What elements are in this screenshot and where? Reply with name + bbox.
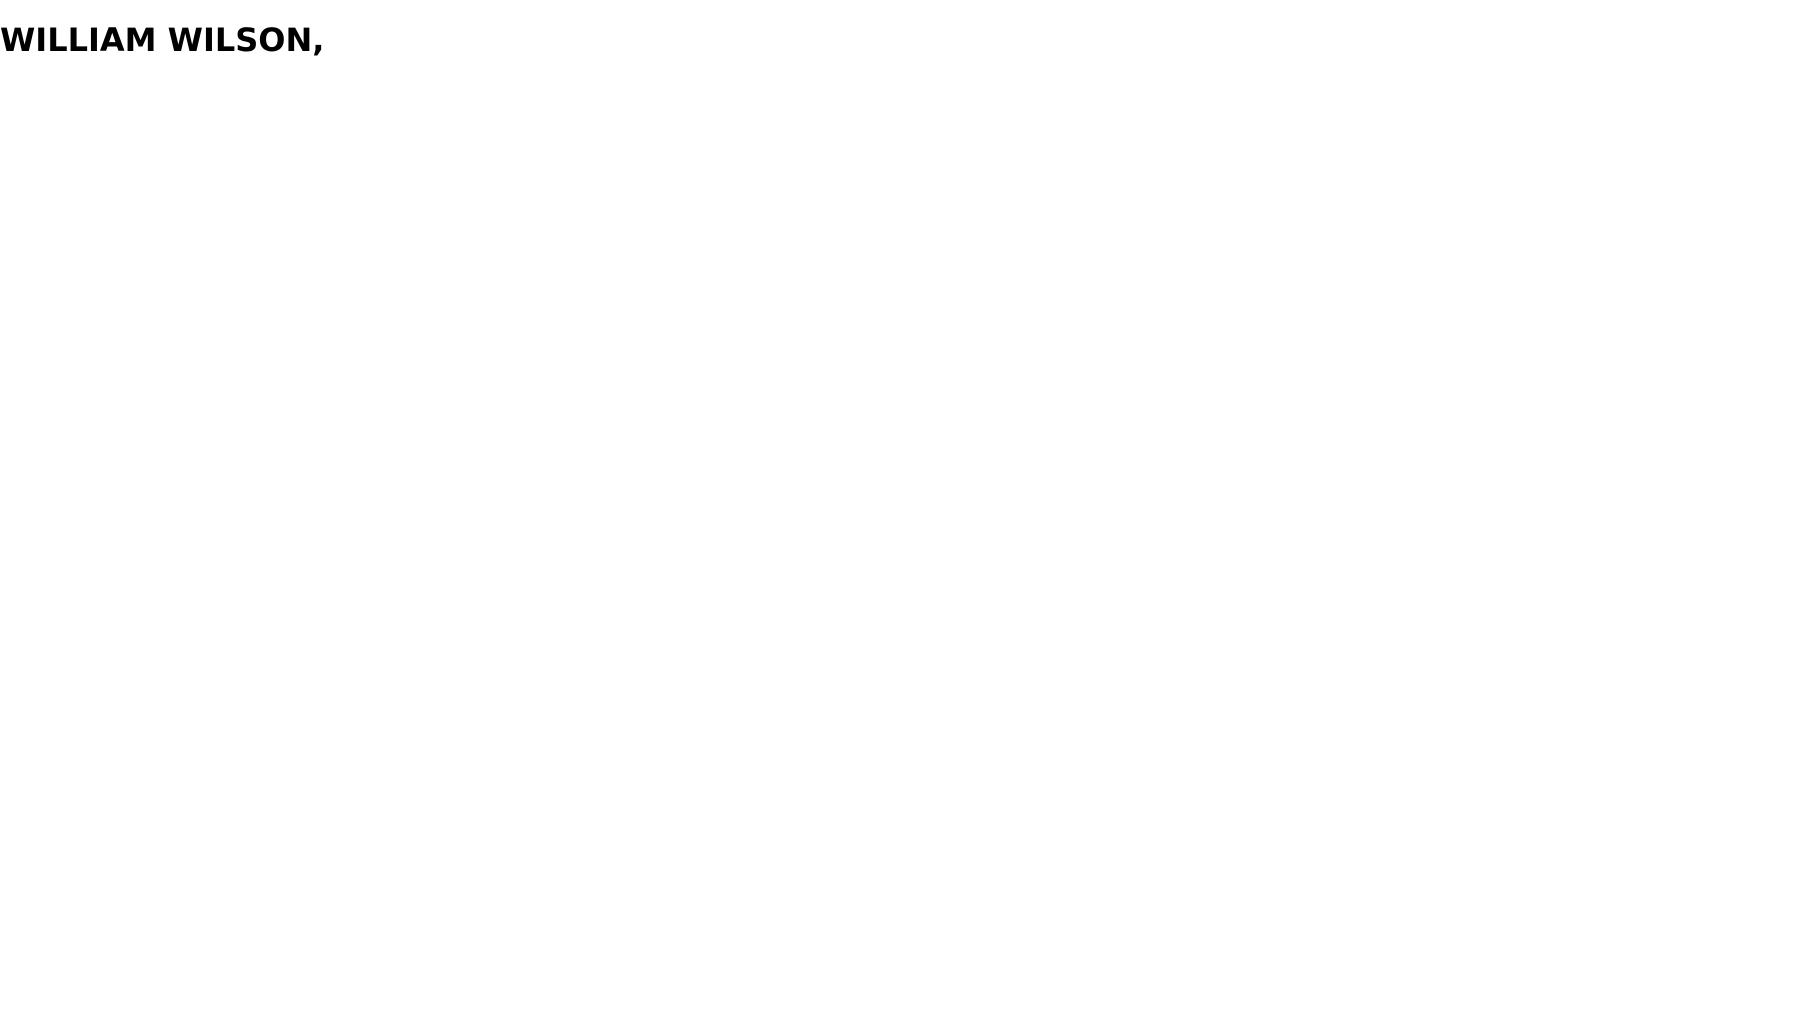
title: WILLIAM WILSON, xyxy=(0,21,325,60)
